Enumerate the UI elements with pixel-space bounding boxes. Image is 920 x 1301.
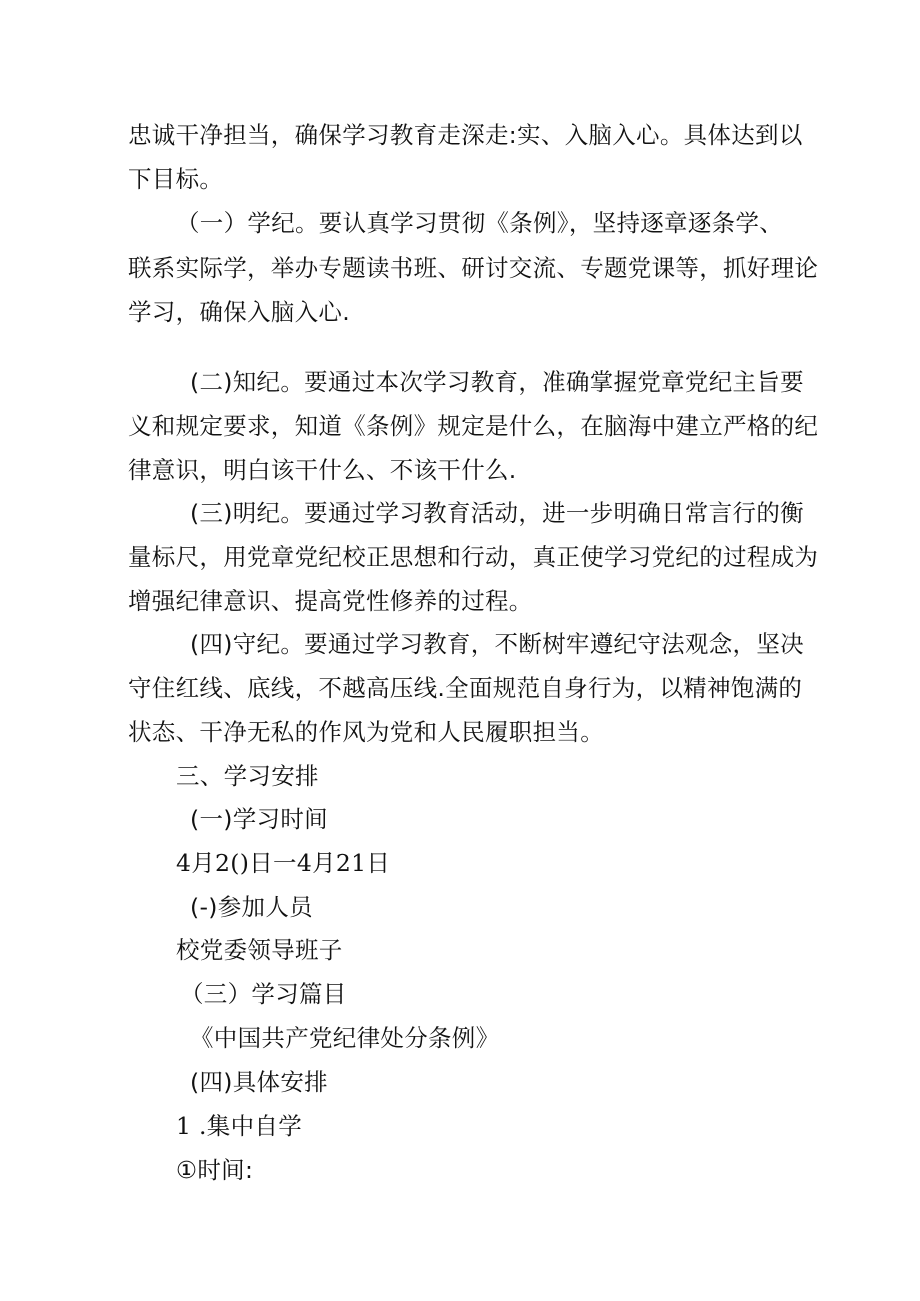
mingji-line-2: 量标尺，用党章党纪校正思想和行动，真正使学习党纪的过程成为	[128, 543, 819, 571]
xueji-line-3: 学习，确保入脑入心.	[128, 298, 350, 326]
shouji-line-1: (四)守纪。要通过学习教育，不断树牢遵纪守法观念，坚决	[190, 630, 804, 658]
zhiji-line-3: 律意识，明白该干什么、不该干什么.	[128, 456, 517, 484]
item-time: ①时间:	[176, 1156, 254, 1184]
xueji-line-2: 联系实际学，举办专题读书班、研讨交流、专题党课等，抓好理论	[128, 254, 819, 282]
zhiji-line-2: 义和规定要求，知道《条例》规定是什么，在脑海中建立严格的纪	[128, 412, 819, 440]
participants-value: 校党委领导班子	[176, 936, 343, 964]
shouji-line-3: 状态、干净无私的作风为党和人民履职担当。	[128, 718, 604, 746]
item-1: 1 .集中自学	[176, 1112, 302, 1140]
study-material-value: 《中国共产党纪律处分条例》	[190, 1024, 500, 1052]
zhiji-line-1: (二)知纪。要通过本次学习教育，准确掌握党章党纪主旨要	[190, 368, 804, 396]
section-heading: 三、学习安排	[176, 762, 319, 790]
shouji-line-2: 守住红线、底线，不越高压线.全面规范自身行为，以精神饱满的	[128, 674, 803, 702]
xueji-line-1: （一）学纪。要认真学习贯彻《条例》，坚持逐章逐条学、	[176, 209, 784, 237]
mingji-line-1: (三)明纪。要通过学习教育活动，进一步明确日常言行的衡	[190, 499, 804, 527]
mingji-line-3: 增强纪律意识、提高党性修养的过程。	[128, 587, 533, 615]
arrangement-heading: (四)具体安排	[190, 1068, 328, 1096]
participants-heading: (-)参加人员	[190, 893, 313, 921]
goal-intro-line-2: 下目标。	[128, 165, 224, 193]
study-time-heading: (一)学习时间	[190, 805, 328, 833]
goal-intro-line-1: 忠诚干净担当，确保学习教育走深走:实、入脑入心。具体达到以	[128, 121, 803, 149]
study-time-value: 4月2()日一4月21日	[176, 849, 391, 877]
study-material-heading: （三）学习篇目	[180, 980, 347, 1008]
